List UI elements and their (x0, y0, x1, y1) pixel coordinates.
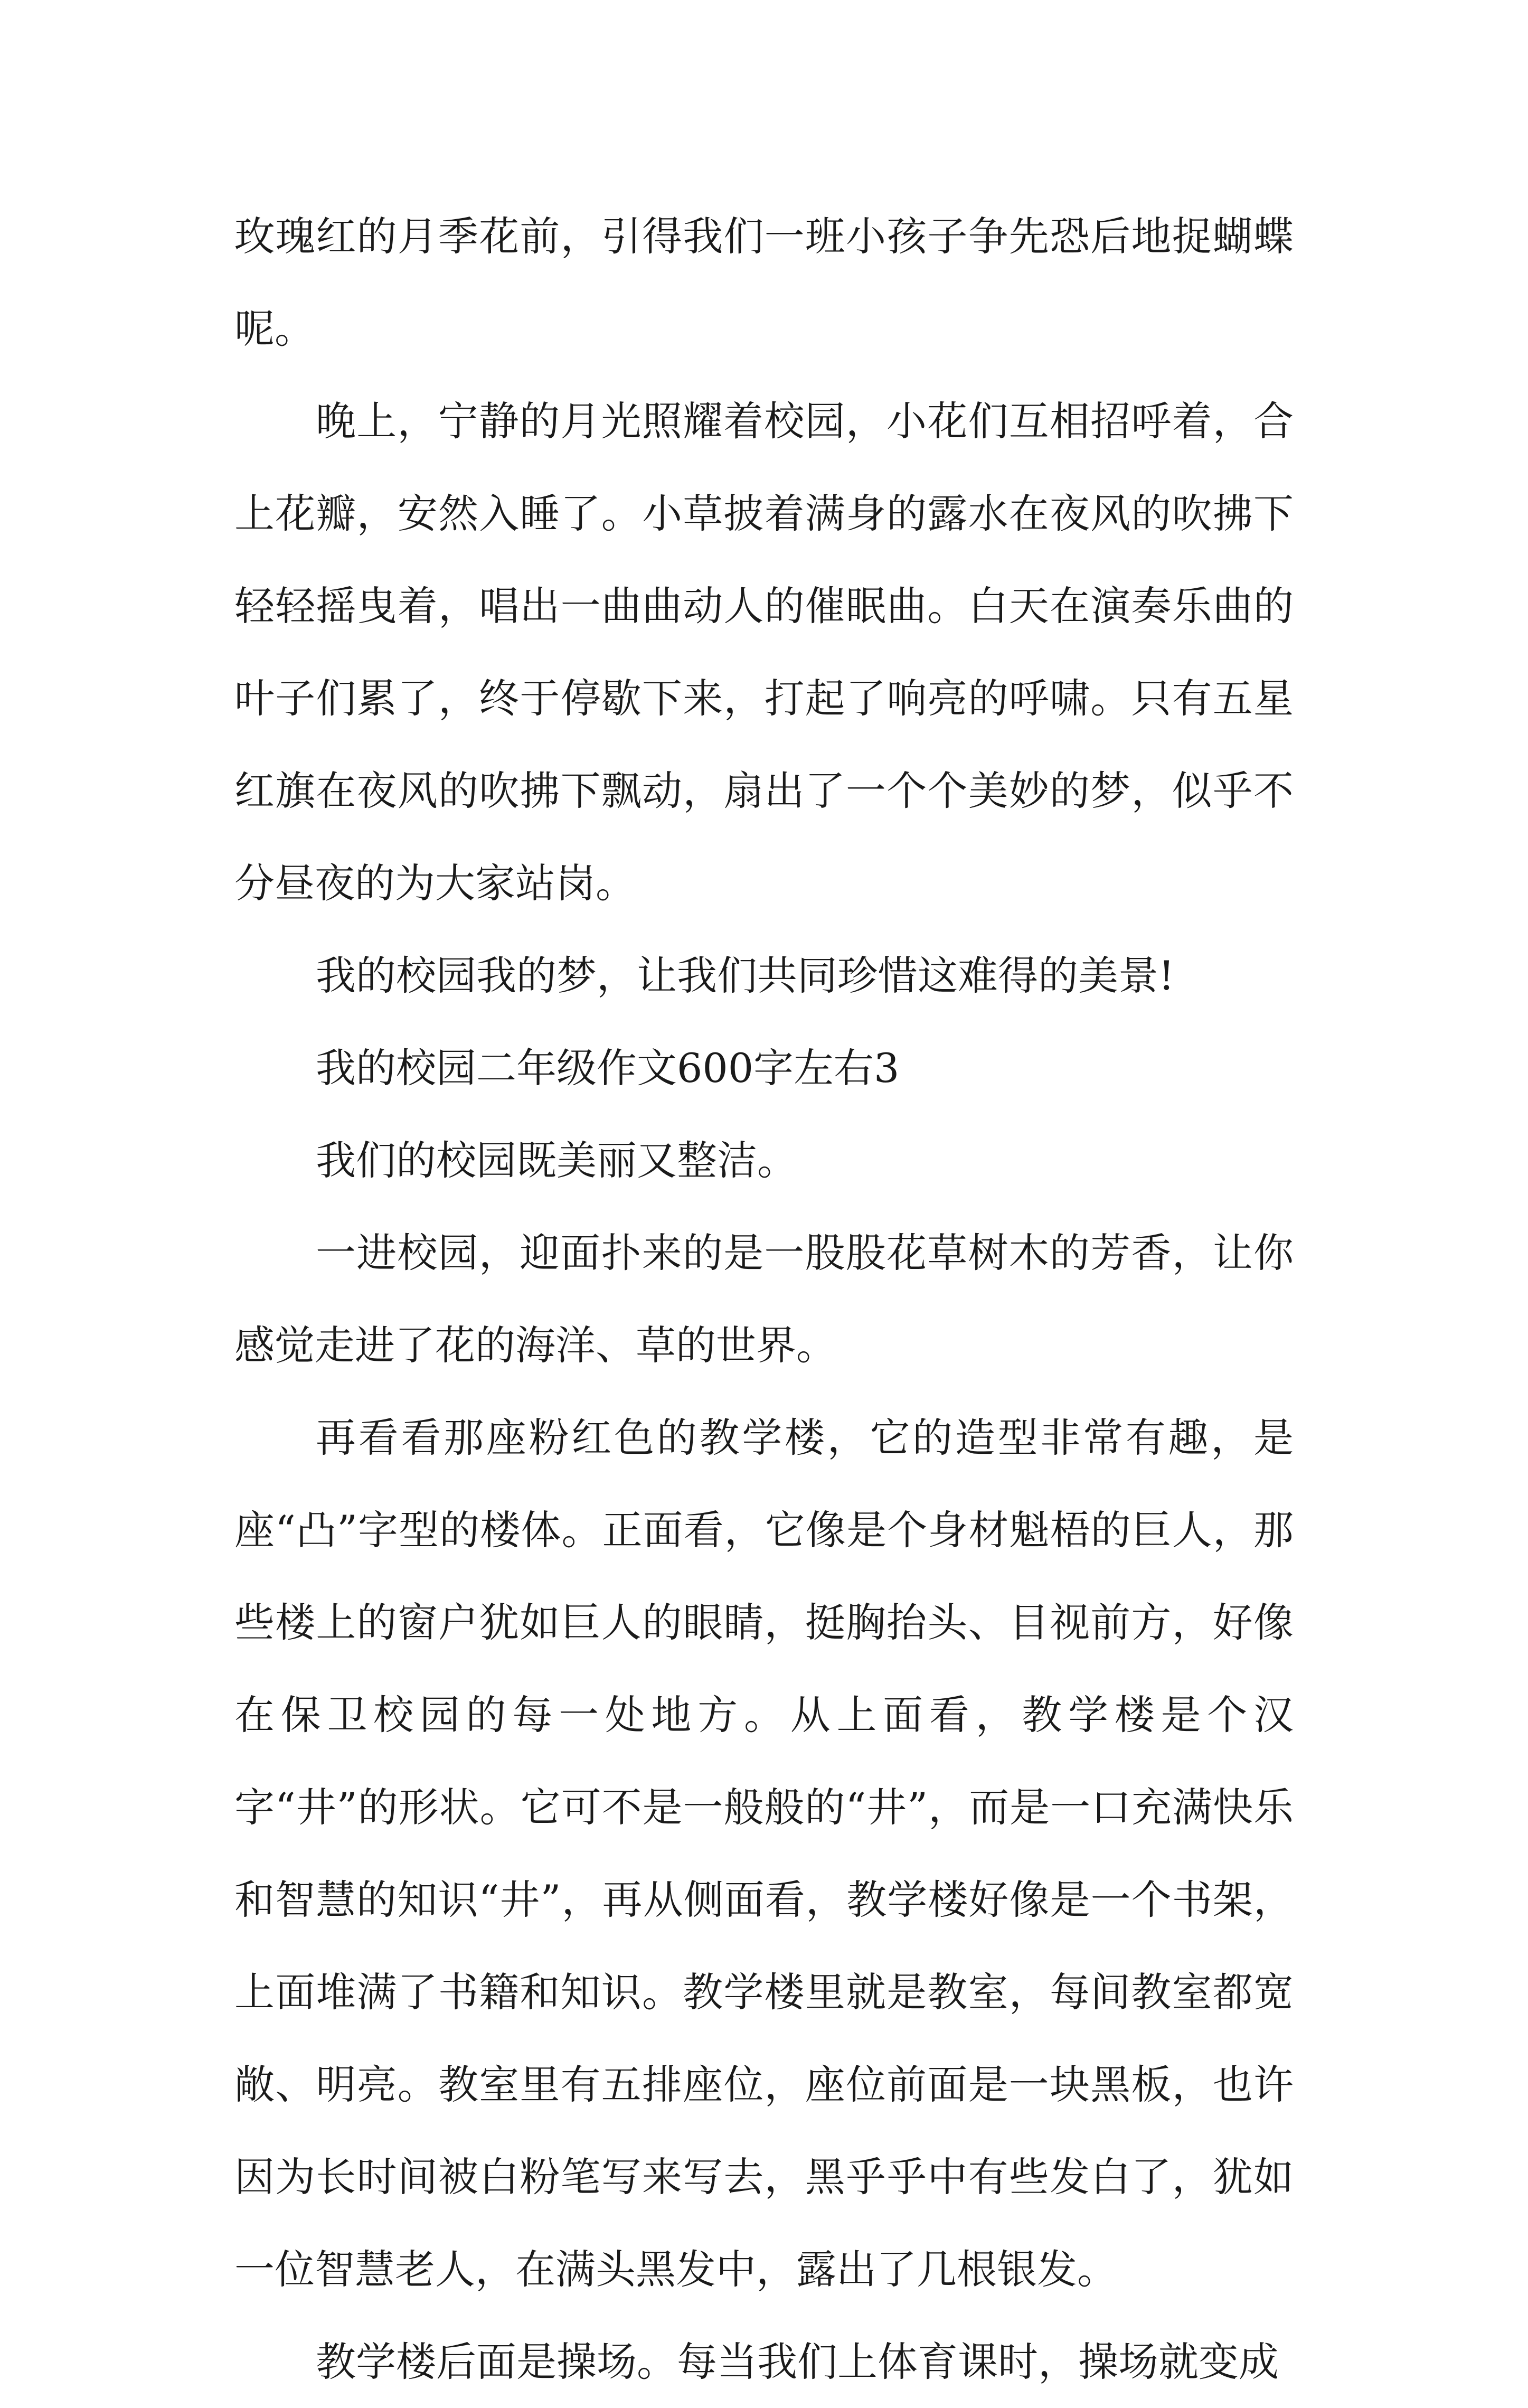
paragraph-7: 教学楼后面是操场。每当我们上体育课时，操场就变成 (316, 2338, 1279, 2385)
section-heading: 我的校园二年级作文600字左右3 (316, 1045, 900, 1092)
paragraph-1: 玫瑰红的月季花前，引得我们一班小孩子争先恐后地捉蝴蝶呢。 (234, 213, 1294, 352)
paragraph-3: 我的校园我的梦，让我们共同珍惜这难得的美景! (316, 952, 1175, 999)
paragraph-6: 再看看那座粉红色的教学楼，它的造型非常有趣，是座“凸”字型的楼体。正面看，它像是个身材魁梧的巨人，那些楼上的窗户犹如巨人的眼睛，挺胸抬头、目视前方，好像在保卫校园的每一处地方。从上面看，教学楼是个汉字“井”的形状。它可不是一般般的“井”，而是一口充满快乐和智慧的知识“井”，再从侧面看，教学楼好像是一个书架，上面堆满了书籍和知识。教学楼里就是教室，每间教室都宽敞、明亮。教室里有五排座位，座位前面是一块黑板，也许因为长时间被白粉笔写来写去，黑乎乎中有些发白了，犹如一位智慧老人，在满头黑发中，露出了几根银发。 (234, 1414, 1294, 2293)
paragraph-5: 一进校园，迎面扑来的是一股股花草树木的芳香，让你感觉走进了花的海洋、草的世界。 (234, 1229, 1294, 1369)
document-body (234, 190, 1294, 2408)
paragraph-4: 我们的校园既美丽又整洁。 (316, 1137, 797, 1184)
paragraph-2: 晚上，宁静的月光照耀着校园，小花们互相招呼着，合上花瓣，安然入睡了。小草披着满身的露水在夜风的吹拂下轻轻摇曳着，唱出一曲曲动人的催眠曲。白天在演奏乐曲的叶子们累了，终于停歇下来，打起了响亮的呼啸。只有五星红旗在夜风的吹拂下飘动，扇出了一个个美妙的梦，似乎不分昼夜的为大家站岗。 (234, 398, 1294, 907)
